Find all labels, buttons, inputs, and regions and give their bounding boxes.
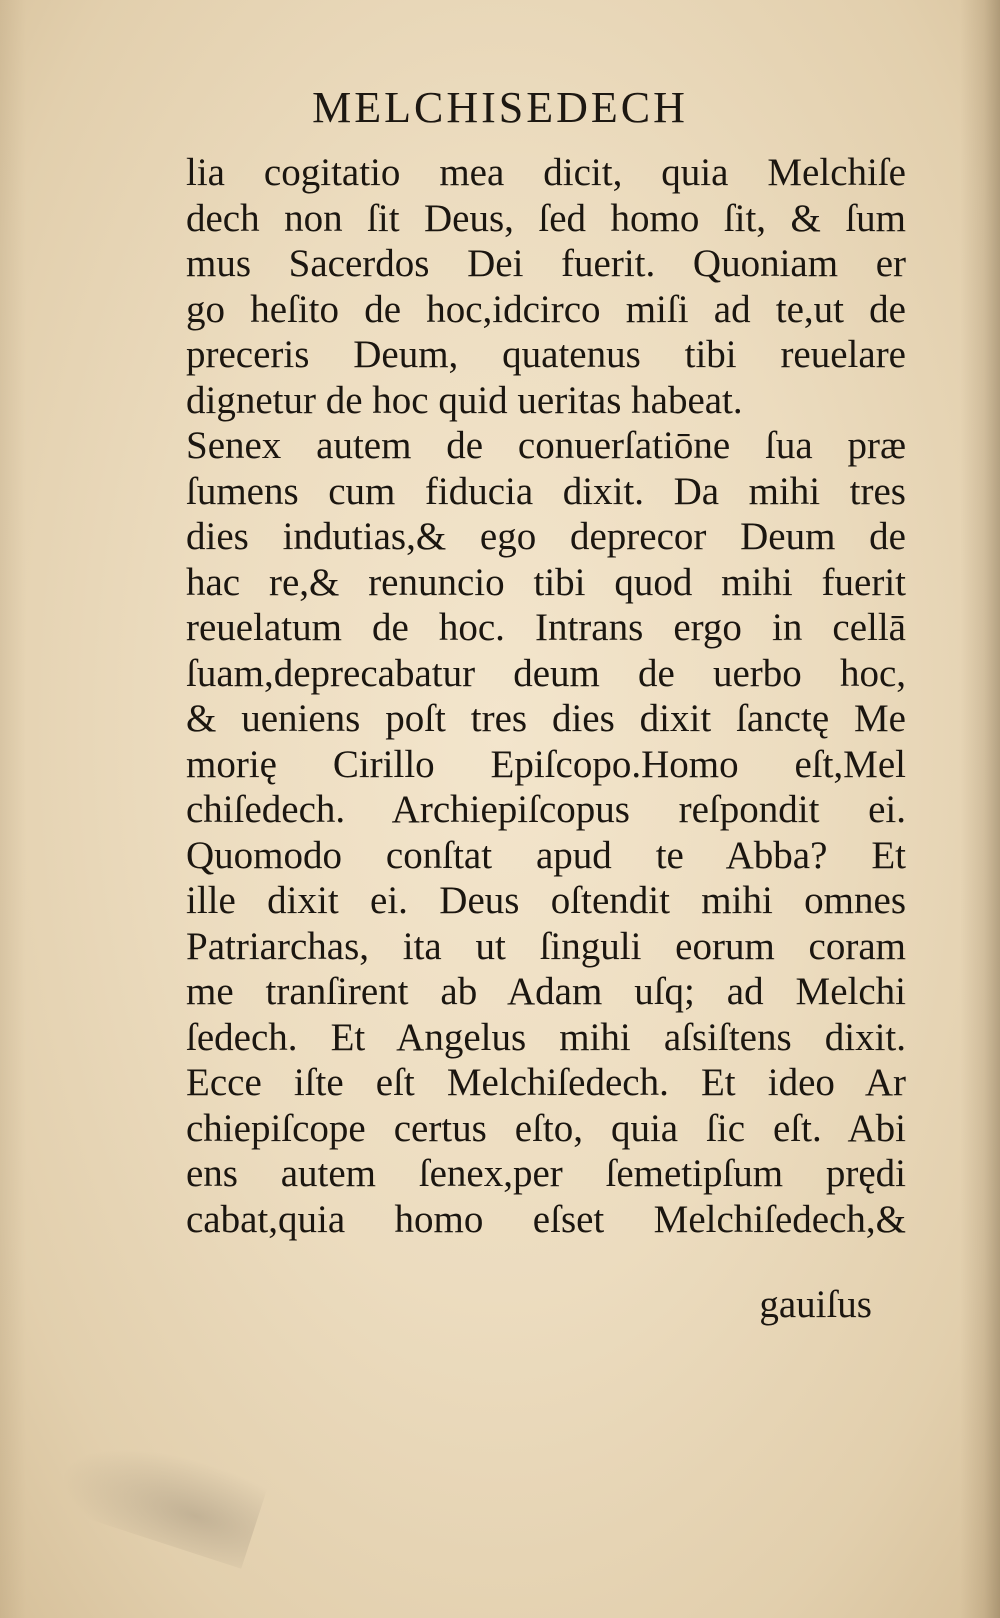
text-line: chiepiſcope certus eſto, quia ſic eſt. Abi [186,1106,906,1150]
text-line: preceris Deum, quatenus tibi reuelare [186,333,906,376]
text-line: chiſedech. Archiepiſcopus reſpondit ei. [186,788,906,831]
text-line: dech non ſit Deus, ſed homo ſit, & ſum [186,196,906,240]
text-line: ens autem ſenex,per ſemetipſum prędi [186,1152,906,1195]
running-head: MELCHISEDECH [312,83,688,132]
text-line: & ueniens poſt tres dies dixit ſanctę Me [186,697,906,740]
text-line: reuelatum de hoc. Intrans ergo in cellā [186,606,906,649]
text-line: cabat,quia homo eſset Melchiſedech,& [186,1197,906,1241]
text-line: Senex autem de conuerſatiōne ſua præ [186,424,906,467]
text-line: me tranſirent ab Adam uſq; ad Melchi [186,970,906,1013]
body-text [186,150,906,1242]
text-line: dies indutias,& ego deprecor Deum de [186,515,906,558]
page-stain [51,1421,269,1568]
page-edge-shadow [960,0,1000,1618]
text-line: Patriarchas, ita ut ſinguli eorum coram [186,924,906,968]
catchword: gauiſus [759,1283,872,1326]
text-line: ille dixit ei. Deus oſtendit mihi omnes [186,879,906,922]
text-line: Ecce iſte eſt Melchiſedech. Et ideo Ar [186,1061,906,1104]
text-line: ſedech. Et Angelus mihi aſsiſtens dixit. [186,1015,906,1059]
text-line: morię Cirillo Epiſcopo.Homo eſt,Mel [186,742,906,786]
text-line: hac re,& renuncio tibi quod mihi fuerit [186,560,906,604]
text-line: lia cogitatio mea dicit, quia Melchiſe [186,151,906,194]
text-line: ſuam,deprecabatur deum de uerbo hoc, [186,651,906,695]
text-line: ſumens cum fiducia dixit. Da mihi tres [186,469,906,513]
page-gutter-shadow [0,0,26,1618]
text-line: mus Sacerdos Dei fuerit. Quoniam er [186,242,906,285]
text-line: dignetur de hoc quid ueritas habeat. [186,378,743,422]
text-line: Quomodo conſtat apud te Abba? Et [186,833,906,877]
text-line: go heſito de hoc,idcirco miſi ad te,ut de [186,287,906,331]
